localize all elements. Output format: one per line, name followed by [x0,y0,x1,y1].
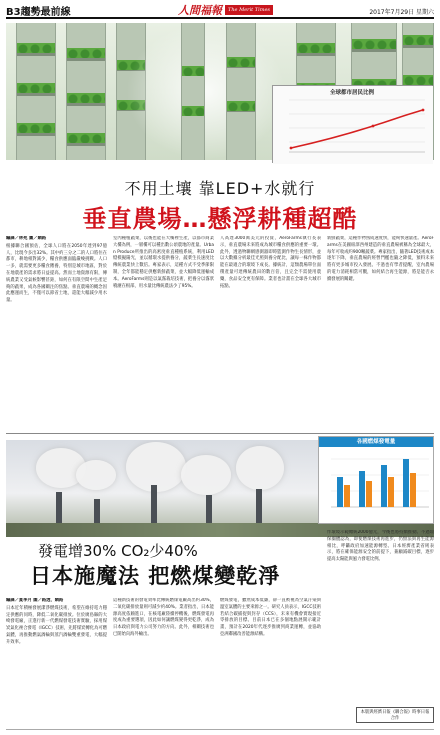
partner-note: 本版與經濟日報《聯合報》時事日報合作 [356,707,434,723]
article1-column-3 [220,236,321,426]
article2-title: 日本施魔法 把燃煤變乾淨 [30,564,281,588]
coal-power-chart [318,436,434,524]
article2-byline: 編譯／夏季月 圖／路透、網路 [6,598,64,603]
article1-text-4: 新鮮蔬菜，這種作物熟成速度快，能夠快速量產。AeroFarms在美國紐澤西州建造的垂直農場被稱為全球最大，每年可收成約900噸蔬菜。專家指出，隨著LED技術成本逐年下降，垂直農場的經營門檻也隨之降低，預料未來將有更多城市投入發展。不過也有學者提醒，室內農場的電力消耗相當可觀，如何結合再生能源，將是能否永續發展的關鍵。 [327,236,434,282]
section-divider [6,433,434,434]
article1-column-1 [6,236,107,426]
logo-english: The Merit Times [225,5,273,15]
article1-byline: 編譯／林苑 圖／網路 [6,236,47,241]
article1-column-4 [327,236,434,426]
urban-population-chart [272,85,432,163]
newspaper-logo [178,3,273,17]
article2-text-2: 這種新技術的發電效率比傳統燃煤電廠高出約30%，二氧化碳排放量則可減少約40%。業者指出，日本能源高度依賴進口，在核電廠陸續停機後，燃煤發電再度成為重要選項，因此如何讓燃煤變得更乾淨，成為日本政府與電力公司努力的方向。此外，相關技術也已開始向海外輸出。 [113,598,214,637]
article2-column-3 [220,598,321,726]
article2-column-2 [113,598,214,726]
article2-column-1 [6,598,107,726]
chart-title: 全球都市居民比例 [329,90,374,96]
article2-text-1: 日本近年積極發展潔淨燃煤技術，希望在維持電力穩定供應的同時，降低二氧化碳排放。位於廣島縣的大崎發電廠，正進行新一代燃煤發電技術實驗，採用煤炭氣化複合發電（IGCC）技術，先將煤炭轉化為可燃氣體，再推動燃氣渦輪與蒸汽渦輪雙重發電，大幅提升效率。 [6,605,107,645]
article2-text-4: 作環境示範總統2000億元，今後也將持續推動。不過環保團體認為，即使燃煤技術再進步，仍無法與再生能源相比，呼籲政府加速能源轉型。日本經濟產業省則表示，將在確保能源安全的前提下，兼顧減碳目標，逐步提高太陽能與風力發電比例。 [327,530,434,563]
chart-canvas [319,437,435,525]
article1-title: 垂直農場…懸浮耕種超酷 [82,205,358,233]
article2-subtitle: 發電增30% CO₂少40% [38,542,198,560]
article1-text-3: 人高達3000萬美元的投資，AeroFarms執行長表示，垂直農場未來將成為城市糧食供應的重要一環。此外，透過物聯網感測器即時監測作物生長情形，並以大數據分析最佳光照與養分配比，讓每一株作物都能在最適合的環境下成長。據統計，這類農場單位面積產量可達傳統農田的數百倍，且完全不需使用農藥，食品安全更有保障。業者也計畫在全球各大城市拓點。 [220,236,321,289]
section-title: B3趨勢最前線 [6,7,71,18]
article1-column-2 [113,236,214,426]
page-header [6,3,434,19]
article1-subtitle: 不用土壤 靠LED+水就行 [124,179,316,198]
article2-column-4 [327,530,434,704]
article1-text-2: 室內種植蔬菜，以後也能在大樓裡生產，以都市商業大樓為例，一層樓可以種出數公頃農地的產量。Urban Produce所推出的高密度垂直種植系統，利用LED燈模擬陽光，並以循環水提供養分，蔬菜生長速度比傳統農業快上數倍。專家表示，這種方式不受季節限制，全年都能穩定供應新鮮蔬菜，並大幅降低運輸成本。AeroFarms則是以氣霧栽培技術，把養分以霧狀噴灑在根部，用水量比傳統農法少了95%。 [113,236,214,289]
issue-date: 2017年7月29日 星期六 [369,9,434,16]
article2-text-3: 燃煤發電，雖然成本低廉，卻一直被視為空氣汙染與溫室氣體的主要來源之一。研究人員表示，IGCC技術若結合碳捕捉與封存（CCS），未來有機會實現接近零排放的目標。目前日本已在多個地點展開示範計畫，預計在2020年代逐步推廣到商業運轉，並協助亞洲鄰國改善能源結構。 [220,598,321,637]
logo-chinese: 人間福報 [178,4,222,17]
footer-rule [6,729,434,730]
chart-canvas [273,86,433,164]
chart-title: 各國燃煤發電量 [319,437,433,447]
article1-text-1: 根據聯合國預估，全球人口將在2050年達到97億人，比現今多出32%。其中約三分之二的人口將住在都市，耕地相對減少，糧食供應面臨嚴峻挑戰。人口一多，就需要更多糧食餵養，特別是城市地區，對於在地農產的需求將日益提高。然而土地資源有限，傳統農業又受氣候影響甚鉅，如何在有限空間中生產足夠的蔬果，成為各國關注的焦點。垂直農場的概念因此應運而生，不僅可以節省土地，還能大幅減少用水量。 [6,243,107,304]
